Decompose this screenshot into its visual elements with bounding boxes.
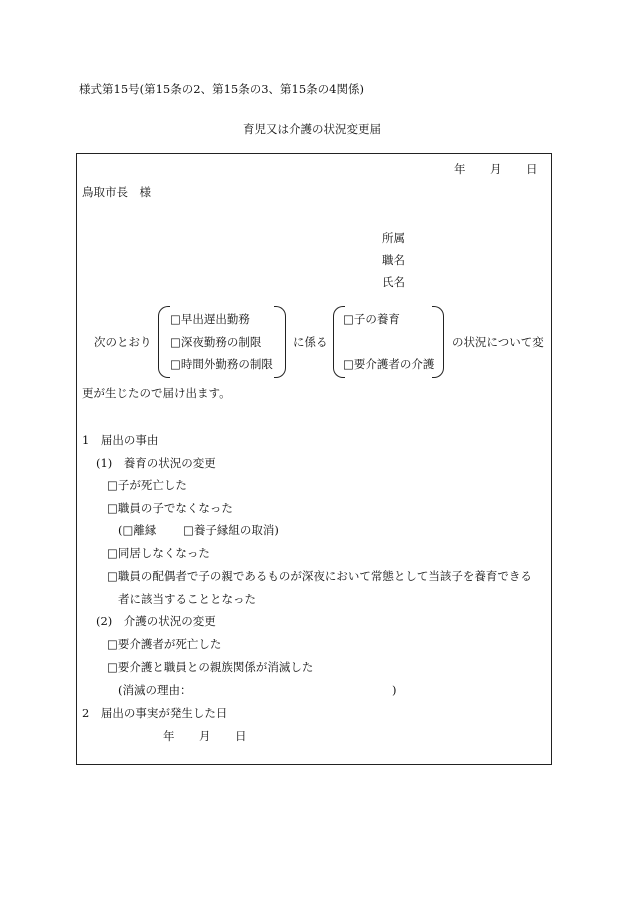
date-day-label: 日 xyxy=(526,162,538,176)
item-child-died: □子が死亡した xyxy=(107,478,187,492)
affiliation-label: 所属 xyxy=(382,231,405,245)
section1-heading: 1 届出の事由 xyxy=(82,433,159,447)
date-year-label: 年 xyxy=(454,162,466,176)
section2-day: 日 xyxy=(235,729,247,743)
reason-close: ) xyxy=(392,683,397,697)
work-option-early-late: □早出遅出勤務 xyxy=(170,312,250,326)
section1-sub2-heading: (2) 介護の状況の変更 xyxy=(96,614,216,628)
work-options-open-brace xyxy=(158,306,170,378)
position-label: 職名 xyxy=(382,253,405,267)
item-relation-ended: □要介護と職員との親族関係が消滅した xyxy=(107,660,314,674)
section2-month: 月 xyxy=(199,729,211,743)
care-option-nursing: □要介護者の介護 xyxy=(343,357,435,371)
statement-connector: に係る xyxy=(293,335,328,349)
item-cared-died: □要介護者が死亡した xyxy=(107,637,222,651)
document-title: 育児又は介護の状況変更届 xyxy=(243,122,381,136)
section1-sub1-heading: (1) 養育の状況の変更 xyxy=(96,456,216,470)
item-spouse-line1: □職員の配偶者で子の親であるものが深夜において常態として当該子を養育できる xyxy=(107,569,532,583)
form-number: 様式第15号(第15条の2、第15条の3、第15条の4関係) xyxy=(79,82,364,96)
section2-heading: 2 届出の事実が発生した日 xyxy=(82,706,228,720)
item-not-cohabiting: □同居しなくなった xyxy=(107,546,210,560)
care-option-child: □子の養育 xyxy=(343,312,400,326)
item-reason-adoption: □養子縁組の取消) xyxy=(183,523,279,537)
section2-year: 年 xyxy=(163,729,175,743)
statement-prefix: 次のとおり xyxy=(94,335,152,349)
care-options-close-brace xyxy=(432,306,444,378)
work-option-night-limit: □深夜勤務の制限 xyxy=(170,335,262,349)
work-options-close-brace xyxy=(274,306,286,378)
item-spouse-line2: 者に該当することとなった xyxy=(118,592,256,606)
work-option-overtime-limit: □時間外勤務の制限 xyxy=(170,357,273,371)
date-month-label: 月 xyxy=(490,162,502,176)
name-label: 氏名 xyxy=(382,275,405,289)
statement-suffix: の状況について変 xyxy=(452,335,544,349)
reason-label: (消滅の理由： xyxy=(118,683,192,697)
item-reason-divorce: (□離縁 xyxy=(118,523,157,537)
item-not-child: □職員の子でなくなった xyxy=(107,501,233,515)
addressee: 鳥取市長 様 xyxy=(82,185,151,199)
statement-continuation: 更が生じたので届け出ます。 xyxy=(82,386,231,400)
